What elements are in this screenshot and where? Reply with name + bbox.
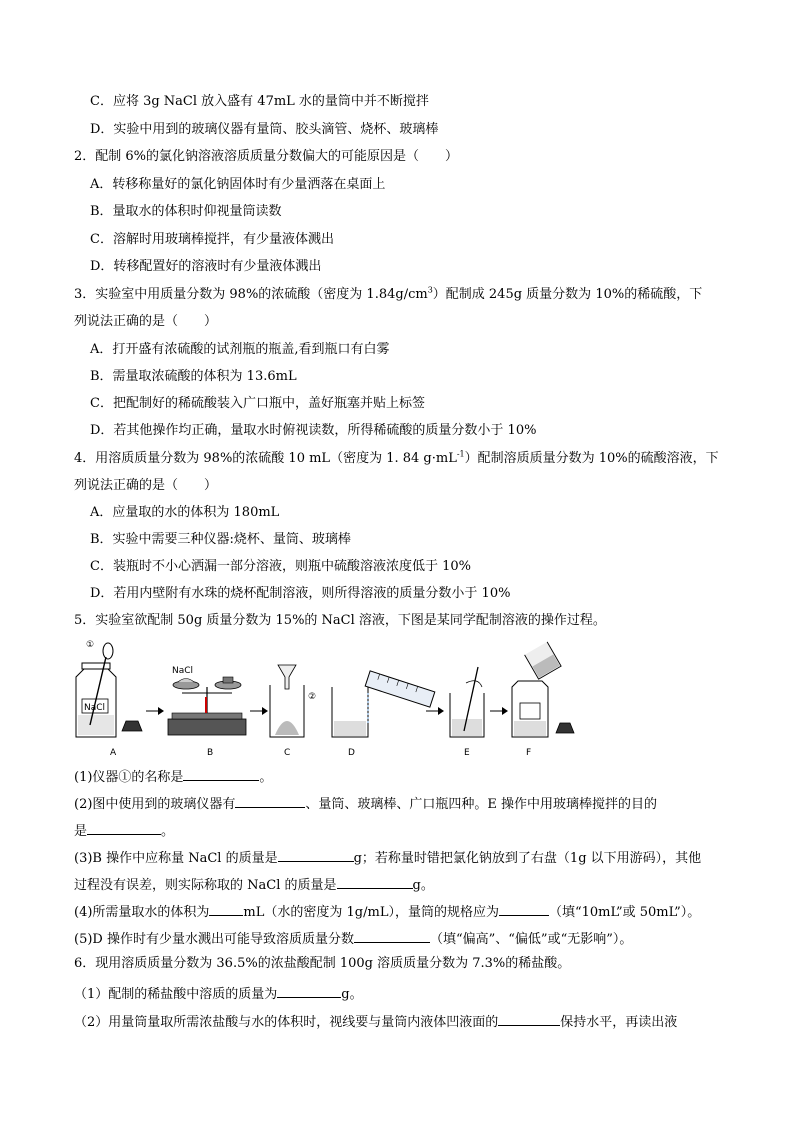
q2-option-b: B．量取水的体积时仰视量筒读数 (90, 204, 282, 219)
beaker-funnel-diagram (270, 665, 304, 737)
q3-option-d: D．若其他操作均正确，量取水时俯视读数，所得稀硫酸的质量分数小于 10% (90, 423, 537, 438)
q4-stem-line2: 列说法正确的是（ ） (74, 478, 218, 493)
q5-part3-line2 (74, 874, 434, 895)
q1-option-d: D．实验中用到的玻璃仪器有量筒、胶头滴管、烧杯、玻璃棒 (90, 122, 439, 137)
q4-option-d: D．若用内壁附有水珠的烧杯配制溶液，则所得溶液的质量分数小于 10% (90, 586, 511, 601)
q6-part1 (74, 983, 363, 1004)
answer-blank[interactable] (354, 928, 430, 943)
q5-part5 (74, 928, 632, 949)
instrument-1-marker: ① (86, 640, 95, 650)
q5-part3-text: (3)B 操作中应称量 NaCl 的质量是 (74, 851, 278, 866)
answer-blank[interactable] (278, 847, 354, 862)
q6-part2-end: 保持水平，再读出液 (560, 1015, 678, 1030)
q5-part3-mid: g；若称量时错把氯化钠放到了右盘（1g 以下用游码），其他 (353, 851, 702, 866)
q5-part2-line2 (74, 820, 174, 841)
solution-preparation-figure (70, 637, 610, 759)
q3-stem-pre: 3．实验室中用质量分数为 98%的浓硫酸（密度为 1.84g/cm (74, 287, 428, 302)
q3-stem-line2: 列说法正确的是（ ） (74, 314, 218, 329)
q5-part4-end: （填“10mL”或 50mL”）。 (548, 905, 701, 920)
q3-stem-sup: 3 (427, 285, 433, 295)
q6-part1-text: （1）配制的稀盐酸中溶质的质量为 (74, 987, 278, 1002)
q3-stem (74, 286, 702, 304)
arrow-head-icon (438, 707, 444, 715)
q5-part4-mid: mL（水的密度为 1g/mL），量筒的规格应为 (243, 905, 499, 920)
q5-part1 (74, 766, 272, 787)
answer-blank[interactable] (183, 766, 259, 781)
q4-option-c: C．装瓶时不小心洒漏一部分溶液，则瓶中硫酸溶液浓度低于 10% (90, 559, 471, 574)
q2-option-a: A．转移称量好的氯化钠固体时有少量洒落在桌面上 (90, 177, 386, 192)
q6-stem: 6．现用溶质质量分数为 36.5%的浓盐酸配制 100g 溶质质量分数为 7.3%的稀盐酸。 (74, 956, 571, 971)
q3-option-b: B．需量取浓硫酸的体积为 13.6mL (90, 369, 297, 384)
q5-part2-line2-text: 是 (74, 824, 88, 839)
step-label-b: B (207, 748, 214, 758)
q2-stem: 2．配制 6%的氯化钠溶液溶质质量分数偏大的可能原因是（ ） (74, 149, 459, 164)
q5-stem: 5．实验室欲配制 50g 质量分数为 15%的 NaCl 溶液，下图是某同学配制溶液的操作过程。 (74, 613, 606, 628)
step-label-a: A (110, 748, 117, 758)
q5-part5-end: （填“偏高”、“偏低”或“无影响”）。 (429, 932, 633, 947)
q5-part4-text: (4)所需量取水的体积为 (74, 905, 210, 920)
step-label-e: E (464, 748, 470, 758)
q4-option-a: A．应量取的水的体积为 180mL (90, 505, 280, 520)
q5-part2-line2-end: 。 (161, 824, 175, 839)
q5-part5-text: (5)D 操作时有少量水溅出可能导致溶质质量分数 (74, 932, 354, 947)
bottle-label-nacl: NaCl (84, 703, 106, 713)
q1-option-c: C．应将 3g NaCl 放入盛有 47mL 水的量筒中并不断搅拌 (90, 94, 429, 109)
beaker-cylinder-diagram (332, 671, 435, 737)
q5-part3-line2-end: g。 (412, 878, 434, 893)
q4-stem-pre: 4．用溶质质量分数为 98%的浓硫酸 10 mL（密度为 1. 84 g·mL (74, 451, 457, 466)
answer-blank[interactable] (277, 983, 341, 998)
balance-diagram (168, 677, 246, 735)
q5-part2-mid: 、量筒、玻璃棒、广口瓶四种。E 操作中用玻璃棒搅拌的目的 (305, 797, 658, 812)
q5-part1-text: (1)仪器①的名称是 (74, 770, 184, 785)
answer-blank[interactable] (337, 874, 413, 889)
q2-option-d: D．转移配置好的溶液时有少量液体溅出 (90, 259, 322, 274)
q4-stem-post: ）配制溶质质量分数为 10%的硫酸溶液，下 (464, 451, 719, 466)
step-label-d: D (348, 748, 355, 758)
q5-part3 (74, 847, 701, 868)
q6-part2 (74, 1011, 677, 1032)
q5-part3-line2-text: 过程没有误差，则实际称取的 NaCl 的质量是 (74, 878, 337, 893)
answer-blank[interactable] (87, 820, 161, 835)
q5-part2 (74, 793, 657, 814)
answer-blank[interactable] (498, 1011, 560, 1026)
q2-option-c: C．溶解时用玻璃棒搅拌，有少量液体溅出 (90, 232, 334, 247)
arrow-head-icon (158, 707, 164, 715)
balance-label-nacl: NaCl (172, 666, 194, 676)
q4-stem-sup: -1 (456, 449, 465, 459)
q3-option-a: A．打开盛有浓硫酸的试剂瓶的瓶盖,看到瓶口有白雾 (90, 342, 390, 357)
q3-stem-post: ）配制成 245g 质量分数为 10%的稀硫酸，下 (432, 287, 703, 302)
beaker-stirring-diagram (450, 667, 484, 737)
q4-stem (74, 450, 719, 468)
answer-blank[interactable] (235, 793, 305, 808)
instrument-2-marker: ② (308, 692, 317, 702)
wide-mouth-bottle-diagram (512, 642, 574, 737)
q5-part1-end: 。 (259, 770, 273, 785)
answer-blank[interactable] (209, 901, 243, 916)
q6-part1-end: g。 (341, 987, 363, 1002)
q5-part2-text: (2)图中使用到的玻璃仪器有 (74, 797, 236, 812)
arrow-head-icon (502, 707, 508, 715)
step-label-f: F (526, 748, 532, 758)
step-label-c: C (284, 748, 291, 758)
q6-part2-text: （2）用量筒量取所需浓盐酸与水的体积时，视线要与量筒内液体凹液面的 (74, 1015, 499, 1030)
reagent-bottle-diagram (76, 643, 142, 737)
answer-blank[interactable] (499, 901, 549, 916)
q5-part4 (74, 901, 700, 922)
arrow-head-icon (262, 707, 268, 715)
q4-option-b: B．实验中需要三种仪器:烧杯、量筒、玻璃棒 (90, 532, 351, 547)
q3-option-c: C．把配制好的稀硫酸装入广口瓶中，盖好瓶塞并贴上标签 (90, 396, 425, 411)
